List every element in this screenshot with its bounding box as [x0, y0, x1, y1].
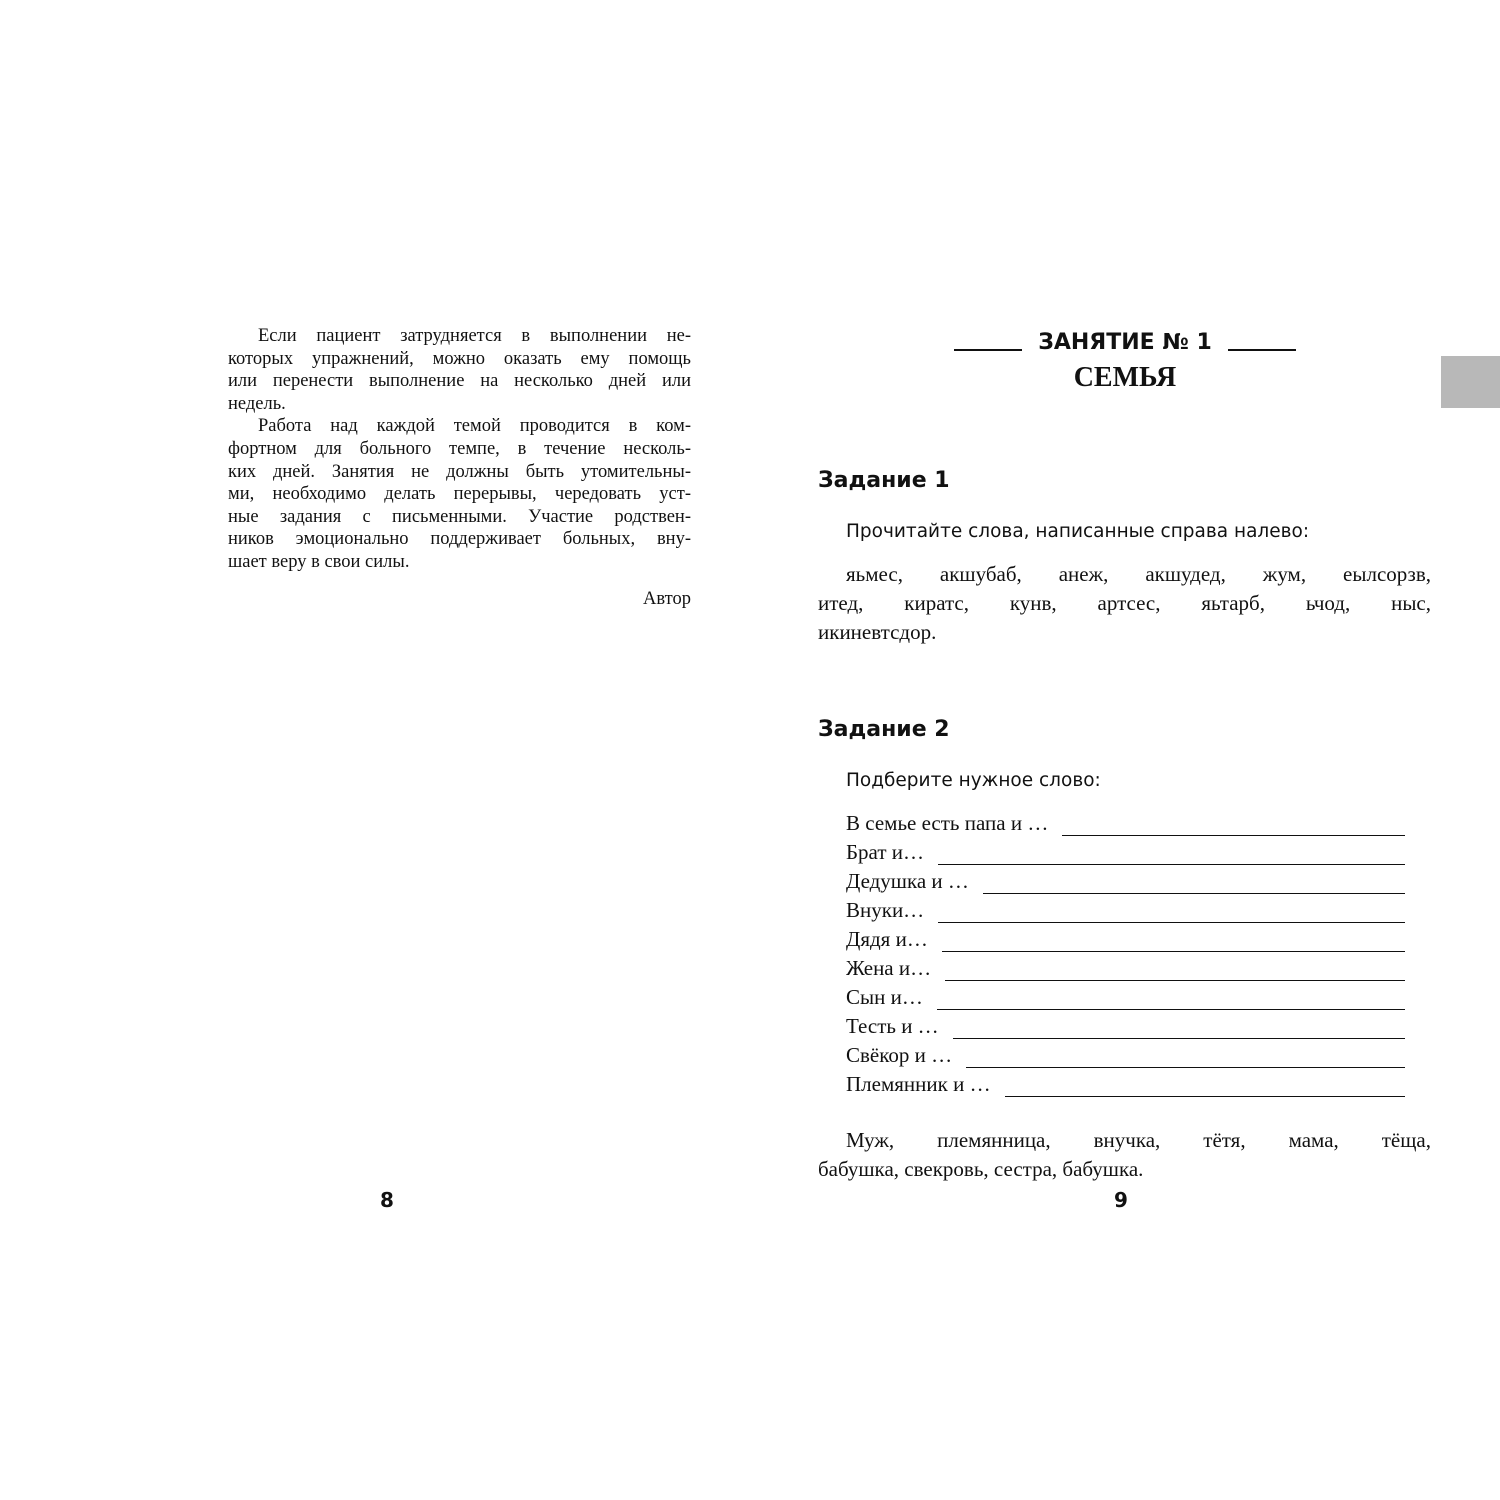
- left-page-body: [228, 325, 691, 574]
- task-1-title: Задание 1: [818, 468, 950, 493]
- prompt-text: Дядя и…: [846, 927, 928, 951]
- prompt-text: В семье есть папа и …: [846, 811, 1049, 835]
- list-item: [846, 981, 1405, 1010]
- text-line: ких дней. Занятия не должны быть утомительны-: [228, 461, 691, 482]
- word-line: икиневтсдор.: [818, 620, 937, 644]
- prompt-text: Свёкор и …: [846, 1043, 953, 1067]
- text-line: шает веру в свои силы.: [228, 551, 410, 572]
- text-line: ные задания с письменными. Участие родствен-: [228, 506, 691, 527]
- text-line: или перенести выполнение на несколько дней или: [228, 371, 691, 392]
- prompt-text: Сын и…: [846, 985, 923, 1009]
- text-line: Работа над каждой темой проводится в ком-: [258, 416, 691, 437]
- option-line: Муж, племянница, внучка, тётя, мама, тёща,: [846, 1128, 1431, 1152]
- task-2-instruction: Подберите нужное слово:: [846, 770, 1101, 791]
- answer-blank[interactable]: [938, 844, 1405, 865]
- answer-blank[interactable]: [1005, 1076, 1405, 1097]
- list-item: [846, 894, 1405, 923]
- prompt-text: Тесть и …: [846, 1014, 939, 1038]
- answer-blank[interactable]: [966, 1047, 1405, 1068]
- prompt-text: Жена и…: [846, 956, 932, 980]
- prompt-text: Внуки…: [846, 898, 925, 922]
- heading-rule-left: [954, 349, 1022, 351]
- answer-blank[interactable]: [953, 1018, 1405, 1039]
- list-item: [846, 865, 1405, 894]
- heading-rule-right: [1228, 349, 1296, 351]
- page-number-left: 8: [380, 1188, 394, 1212]
- list-item: [846, 952, 1405, 981]
- text-line: фортном для больного темпе, в течение несколь-: [228, 438, 691, 459]
- paragraph-1: [228, 325, 691, 415]
- list-item: [846, 1010, 1405, 1039]
- thumb-index-tab: [1441, 356, 1500, 408]
- answer-options: [818, 1126, 1431, 1184]
- task-2-title: Задание 2: [818, 717, 950, 742]
- list-item: [846, 1039, 1405, 1068]
- answer-blank[interactable]: [945, 960, 1405, 981]
- word-line: яьмес, акшубаб, анеж, акшудед, жум, еылсорзв,: [846, 562, 1431, 586]
- text-line: Если пациент затрудняется в выполнении не-: [258, 326, 691, 346]
- fill-in-list: [846, 807, 1405, 1097]
- prompt-text: Дедушка и …: [846, 869, 969, 893]
- reversed-words: [818, 560, 1431, 647]
- lesson-heading: [954, 327, 1296, 357]
- author-signature: Автор: [643, 589, 691, 609]
- text-line: ников эмоционально поддерживает больных, вну-: [228, 529, 691, 550]
- text-line: которых упражнений, можно оказать ему помощь: [228, 348, 691, 369]
- answer-blank[interactable]: [938, 902, 1405, 923]
- lesson-heading-text: ЗАНЯТИЕ № 1: [1038, 329, 1212, 355]
- page-number-right: 9: [1114, 1188, 1128, 1212]
- prompt-text: Племянник и …: [846, 1072, 991, 1096]
- answer-blank[interactable]: [983, 873, 1405, 894]
- task-1-instruction: Прочитайте слова, написанные справа налево:: [846, 521, 1310, 542]
- word-line: итед, киратс, кунв, артсес, яьтарб, ьчод, ныс,: [818, 591, 1431, 615]
- text-line: ми, необходимо делать перерывы, чередовать уст-: [228, 484, 691, 505]
- prompt-text: Брат и…: [846, 840, 925, 864]
- answer-blank[interactable]: [1062, 815, 1405, 836]
- answer-blank[interactable]: [937, 989, 1405, 1010]
- list-item: [846, 836, 1405, 865]
- text-line: недель.: [228, 393, 286, 414]
- option-line: бабушка, свекровь, сестра, бабушка.: [818, 1157, 1144, 1181]
- answer-blank[interactable]: [942, 931, 1405, 952]
- list-item: [846, 807, 1405, 836]
- list-item: [846, 923, 1405, 952]
- list-item: [846, 1068, 1405, 1097]
- topic-title: СЕМЬЯ: [1073, 362, 1177, 393]
- paragraph-2: [228, 415, 691, 573]
